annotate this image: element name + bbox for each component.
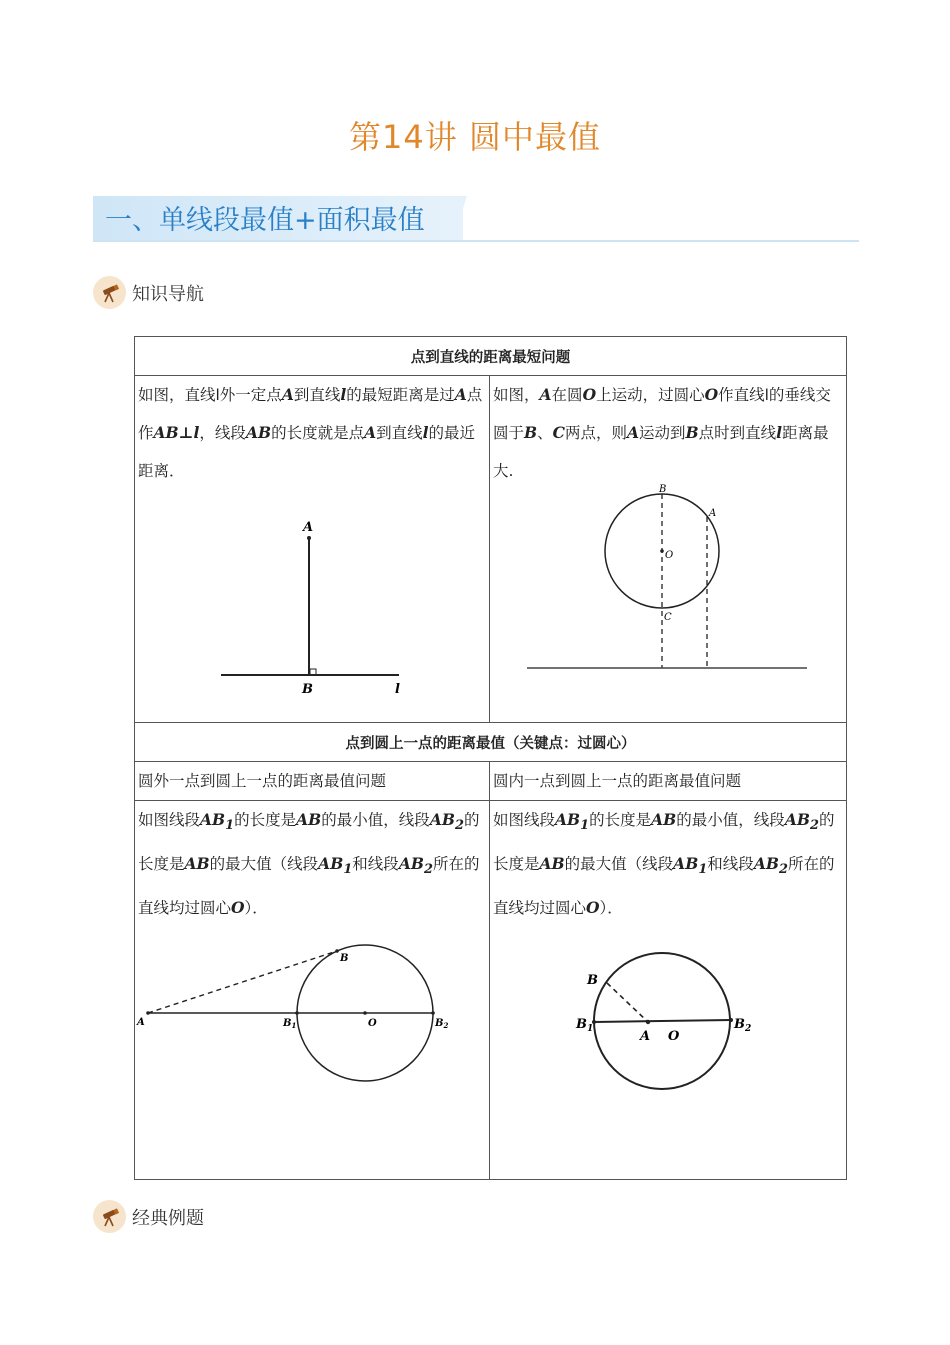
fig4-label-A: A	[640, 1029, 651, 1045]
cell-outside-point	[135, 801, 490, 1180]
fig2-label-B: B	[659, 484, 667, 495]
fig4-label-B1: B	[576, 1017, 587, 1033]
figure-outside-point	[135, 927, 488, 1179]
fig3-label-B1: B	[283, 1018, 292, 1030]
fig2-label-C: C	[664, 612, 672, 623]
outside-point-text: 如图线段$AB_1$的长度是AB的最小值，线段$AB_2$的长度是AB的最大值（线段$AB_1$和线段$AB_2$所在的直线均过圆心O）．	[138, 810, 480, 918]
table-header-line-distance: 点到直线的距离最短问题	[135, 337, 847, 376]
fig2-label-O: O	[665, 550, 674, 561]
telescope-icon	[93, 1200, 126, 1233]
fig4-label-B: B	[587, 973, 598, 989]
knowledge-nav-label: 知识导航	[132, 283, 204, 305]
line-distance-text: 如图，直线l外一定点A到直线l的最短距离是过A点作AB⊥l，线段AB的长度就是点A到直线l的最近距离．	[138, 385, 483, 480]
examples-label: 经典例题	[132, 1207, 204, 1229]
fig2-label-A: A	[709, 508, 717, 519]
fig3-label-B: B	[340, 953, 349, 965]
section-heading-bar	[93, 196, 859, 242]
page-title: 第14讲 圆中最值	[349, 118, 601, 156]
subheader-outside-point: 圆外一点到圆上一点的距离最值问题	[135, 762, 490, 801]
knowledge-nav-heading	[93, 276, 204, 309]
figure-point-to-line	[135, 490, 488, 722]
fig1-label-B: B	[302, 682, 313, 697]
telescope-icon	[93, 276, 126, 309]
circle-line-text: 如图，A在圆O上运动，过圆心O作直线l的垂线交圆于B、C两点，则A运动到B点时到直线l距离最大.	[493, 385, 831, 480]
fig3-label-O: O	[368, 1018, 377, 1030]
figure-circle-to-line	[490, 484, 845, 722]
fig3-label-A: A	[137, 1017, 145, 1029]
svg-text:B2: $B_2$	[734, 1017, 752, 1035]
section-heading: 一、单线段最值+面积最值	[105, 205, 425, 236]
fig1-label-l: l	[395, 682, 400, 697]
svg-text:B1: $B_1$	[283, 1018, 297, 1031]
fig4-label-O: O	[668, 1029, 680, 1045]
table-header-circle-distance: 点到圆上一点的距离最值（关键点：过圆心）	[135, 723, 847, 762]
knowledge-table	[134, 336, 847, 1180]
subheader-inside-point: 圆内一点到圆上一点的距离最值问题	[490, 762, 847, 801]
fig3-label-B2: B	[435, 1018, 444, 1030]
fig4-label-B2: B	[734, 1017, 745, 1033]
svg-text:B1: $B_1$	[576, 1017, 594, 1035]
cell-line-distance-right	[490, 376, 847, 723]
svg-text:B2: $B_2$	[435, 1018, 449, 1031]
fig1-label-A: A	[303, 520, 314, 535]
figure-inside-point	[490, 927, 845, 1179]
cell-inside-point	[490, 801, 847, 1180]
cell-line-distance-left	[135, 376, 490, 723]
inside-point-text: 如图线段$AB_1$的长度是AB的最小值，线段$AB_2$的长度是AB的最大值（线段$AB_1$和线段$AB_2$所在的直线均过圆心O）．	[493, 810, 835, 918]
examples-heading	[93, 1200, 204, 1233]
